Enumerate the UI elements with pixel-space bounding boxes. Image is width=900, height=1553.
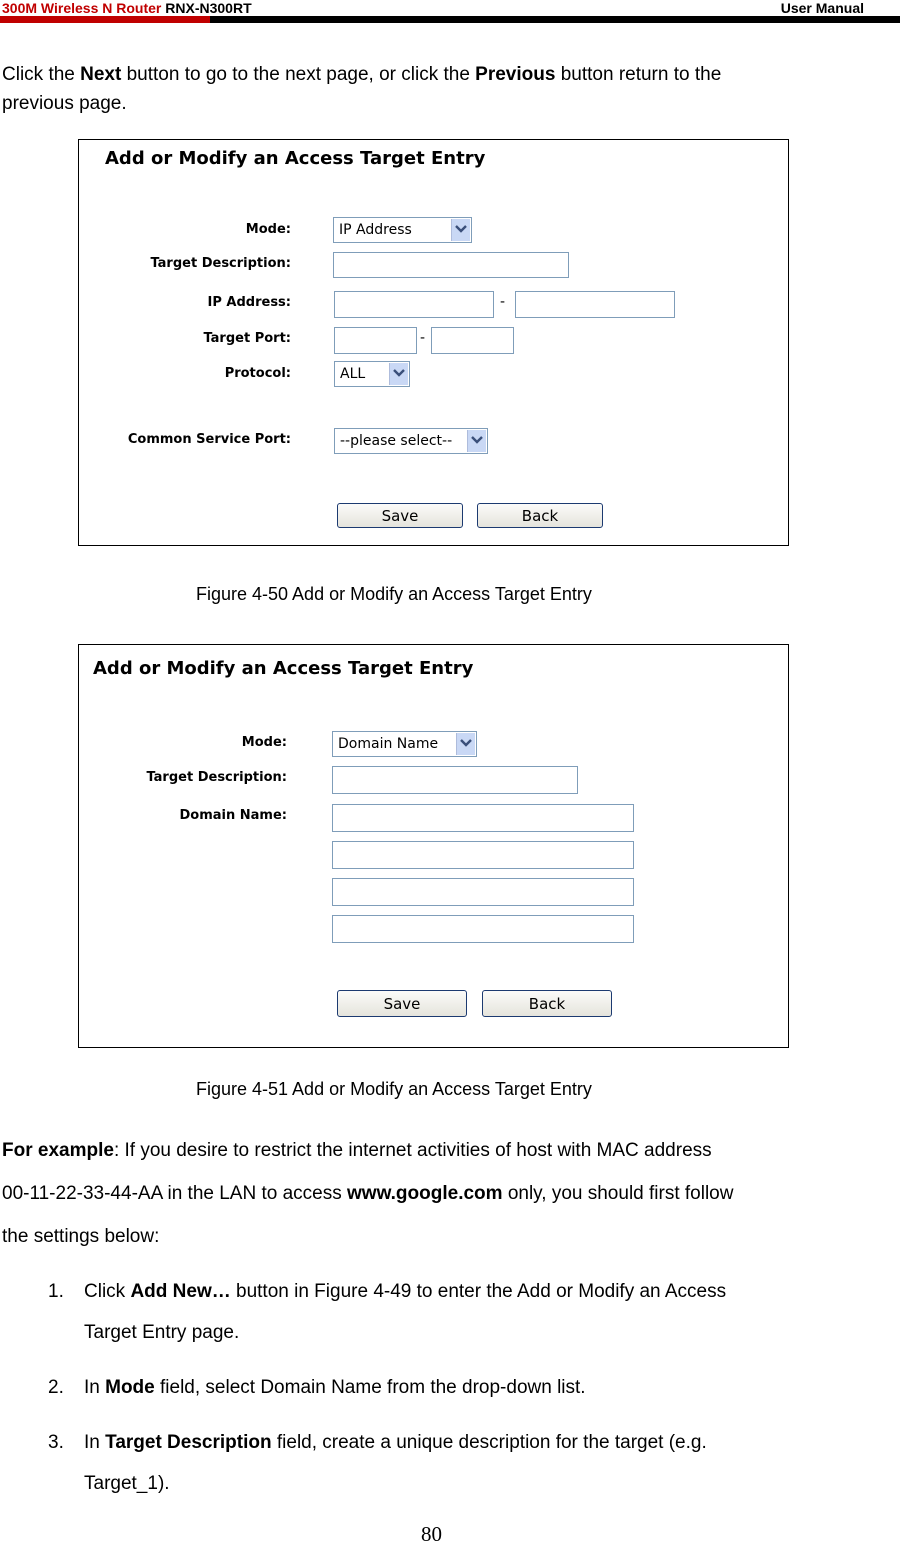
step-text-part: In [84,1377,106,1398]
common-service-port-label: Common Service Port: [127,432,291,447]
domain-name-input-4[interactable] [332,915,634,943]
mode-select-value: IP Address [339,222,412,238]
intro-text: previous page. [2,93,127,114]
mode-label: Mode: [241,735,287,750]
example-text: 00-11-22-33-44-AA in the LAN to access [2,1183,348,1204]
example-text: only, you should first follow [502,1183,734,1204]
example-line-3: the settings below: [2,1226,160,1247]
intro-paragraph [2,60,862,118]
target-description-input[interactable] [333,252,569,278]
mode-select[interactable] [332,731,477,757]
step-bold-term: Target Description [105,1432,272,1453]
domain-name-input-3[interactable] [332,878,634,906]
example-url: www.google.com [347,1183,503,1204]
chevron-down-icon [456,733,475,755]
header-model: RNX-N300RT [165,0,252,16]
step-number: 2. [48,1377,64,1398]
header-doc-title: User Manual [780,0,864,16]
intro-previous-term: Previous [475,64,556,85]
step-bold-term: Add New… [130,1281,231,1302]
chevron-down-icon [451,219,470,241]
target-port-label: Target Port: [203,331,291,346]
header-title [2,0,252,16]
chevron-down-icon [467,430,486,452]
header-brand: 300M Wireless N Router [2,0,162,16]
ip-address-start-input[interactable] [334,291,494,318]
form-title: Add or Modify an Access Target Entry [105,148,486,169]
target-description-input[interactable] [332,766,578,794]
range-dash: - [420,330,426,346]
intro-text: Click the [2,64,81,85]
domain-name-label: Domain Name: [179,808,287,823]
mode-select[interactable] [333,217,472,243]
mode-label: Mode: [245,222,291,237]
mode-select-value: Domain Name [338,736,439,752]
ip-address-end-input[interactable] [515,291,675,318]
protocol-select-value: ALL [340,366,366,382]
figure-4-50-screenshot [78,139,789,546]
step-text-part: button in Figure 4-49 to enter the Add or Modify an Access [230,1281,727,1302]
example-line-1 [2,1140,712,1162]
header-rule-accent [0,16,210,23]
step-text-part: field, create a unique description for the target (e.g. [271,1432,707,1453]
example-term: For example [2,1140,114,1161]
common-service-port-select[interactable] [334,428,488,454]
figure-4-50-caption: Figure 4-50 Add or Modify an Access Target Entry [196,584,592,604]
back-button[interactable]: Back [482,990,612,1017]
target-port-end-input[interactable] [431,327,514,354]
step-text-continued: Target_1). [84,1473,170,1494]
form-title: Add or Modify an Access Target Entry [93,658,474,679]
common-service-port-value: --please select-- [340,433,453,449]
back-button[interactable]: Back [477,503,603,528]
step-text [84,1377,586,1399]
figure-4-51-caption: Figure 4-51 Add or Modify an Access Target Entry [196,1079,592,1099]
step-number: 3. [48,1432,64,1453]
step-bold-term: Mode [105,1377,155,1398]
step-text-continued: Target Entry page. [84,1322,240,1343]
target-description-label: Target Description: [146,770,287,785]
step-text-part: In [84,1432,106,1453]
domain-name-input-2[interactable] [332,841,634,869]
target-port-start-input[interactable] [334,327,417,354]
intro-text: button return to the [555,64,722,85]
figure-4-51-screenshot [78,644,789,1048]
ip-address-label: IP Address: [207,295,291,310]
example-text: : If you desire to restrict the internet activities of host with MAC address [113,1140,712,1161]
protocol-select[interactable] [334,361,410,387]
page-number: 80 [421,1522,442,1546]
step-text [84,1281,726,1303]
range-dash: - [500,294,506,310]
protocol-label: Protocol: [224,366,291,381]
target-description-label: Target Description: [150,256,291,271]
domain-name-input-1[interactable] [332,804,634,832]
step-text [84,1432,707,1454]
intro-next-term: Next [80,64,122,85]
step-text-part: field, select Domain Name from the drop-down list. [154,1377,586,1398]
save-button[interactable]: Save [337,503,463,528]
chevron-down-icon [389,363,408,385]
step-text-part: Click [84,1281,131,1302]
step-number: 1. [48,1281,64,1302]
save-button[interactable]: Save [337,990,467,1017]
page-header [0,0,900,26]
example-line-2 [2,1183,733,1205]
intro-text: button to go to the next page, or click the [121,64,476,85]
